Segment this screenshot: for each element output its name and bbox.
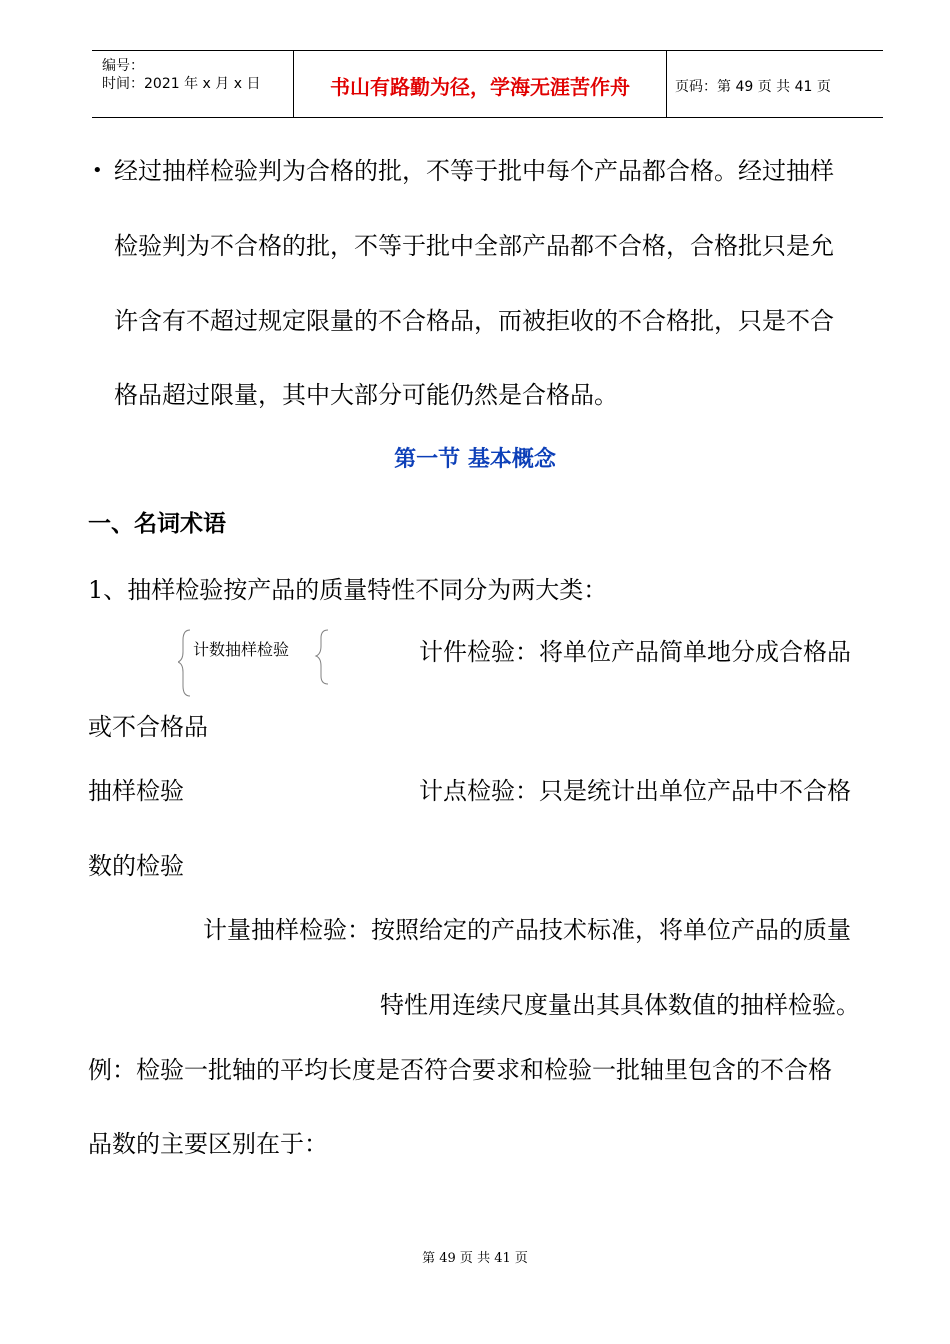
bullet-icon: • <box>92 160 103 181</box>
right-brace-icon <box>316 630 328 684</box>
point-inspection: 计点检验：只是统计出单位产品中不合格 <box>419 777 851 805</box>
example-line-1: 例：检验一批轴的平均长度是否符合要求和检验一批轴里包含的不合格 <box>88 1056 832 1084</box>
heading-terms: 一、名词术语 <box>88 511 226 537</box>
para1-line-3: 许含有不超过规定限量的不合格品，而被拒收的不合格批，只是不合 <box>114 307 834 335</box>
para1-line-1: 经过抽样检验判为合格的批，不等于批中每个产品都合格。经过抽样 <box>114 157 834 185</box>
measure-sampling-cont: 特性用连续尺度量出其具体数值的抽样检验。 <box>380 991 860 1019</box>
header-table <box>92 50 883 118</box>
header-middle-cell <box>293 51 667 117</box>
piece-inspection-cont: 或不合格品 <box>88 713 208 741</box>
para1-line-2: 检验判为不合格的批，不等于批中全部产品都不合格，合格批只是允 <box>114 232 834 260</box>
piece-inspection: 计件检验：将单位产品简单地分成合格品 <box>419 638 851 666</box>
header-left-cell <box>92 51 292 117</box>
item-1: 1、抽样检验按产品的质量特性不同分为两大类： <box>88 576 608 604</box>
count-sampling-label: 计数抽样检验 <box>193 640 290 659</box>
number-label: 编号： <box>102 58 144 74</box>
page-footer: 第 49 页 共 41 页 <box>422 1251 528 1266</box>
left-brace-icon <box>178 630 190 696</box>
example-line-2: 品数的主要区别在于： <box>88 1130 328 1158</box>
sampling-label: 抽样检验 <box>88 777 184 805</box>
section-title: 第一节 基本概念 <box>394 447 556 472</box>
point-inspection-cont: 数的检验 <box>88 852 184 880</box>
header-right-cell <box>667 51 883 117</box>
time-label: 时间：2021 年 x 月 x 日 <box>102 76 261 92</box>
motto-text: 书山有路勤为径，学海无涯苦作舟 <box>330 75 630 99</box>
para1-line-4: 格品超过限量，其中大部分可能仍然是合格品。 <box>114 381 618 409</box>
measure-sampling: 计量抽样检验：按照给定的产品技术标准，将单位产品的质量 <box>203 916 851 944</box>
page-code: 页码：第 49 页 共 41 页 <box>675 79 831 95</box>
